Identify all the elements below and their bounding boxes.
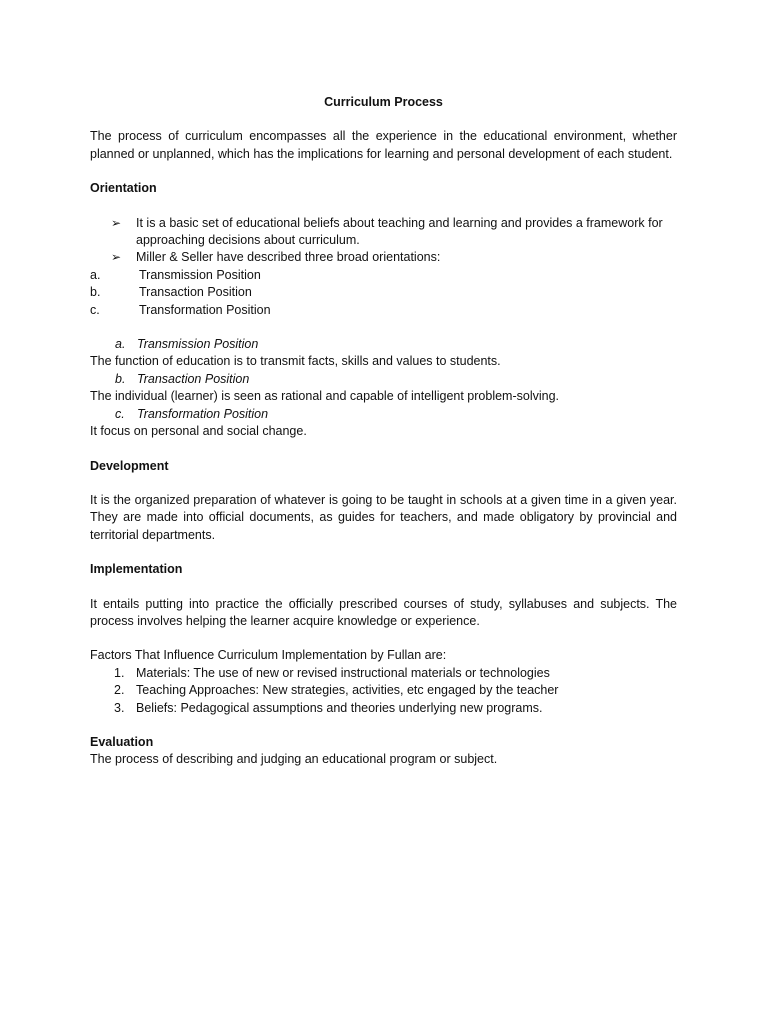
list-item — [90, 700, 677, 717]
orientation-bullet-list — [90, 215, 677, 267]
list-item — [90, 284, 677, 301]
list-item — [90, 215, 677, 250]
subheading-label: Transaction Position — [137, 371, 250, 386]
list-item — [90, 682, 677, 699]
development-heading: Development — [90, 458, 169, 473]
intro-paragraph: The process of curriculum encompasses all the experience in the educational environment, whether planned or unplanned, which has the implications for learning and personal development of each student. — [90, 129, 677, 161]
list-marker: a. — [115, 337, 126, 352]
subheading-label: Transmission Position — [137, 337, 259, 352]
orientation-positions-list — [90, 267, 677, 319]
subheading-transaction — [90, 371, 677, 388]
subheading-transmission — [90, 336, 677, 353]
factor-text: Beliefs: Pedagogical assumptions and theories underlying new programs. — [136, 700, 543, 715]
factor-text: Materials: The use of new or revised instructional materials or technologies — [136, 665, 550, 680]
list-marker: 2. — [114, 683, 125, 698]
list-marker: c. — [115, 406, 125, 421]
position-label: Transaction Position — [139, 285, 252, 300]
page-title: Curriculum Process — [324, 95, 443, 109]
bullet-text: Miller & Seller have described three broad orientations: — [136, 250, 441, 265]
list-marker: 1. — [114, 665, 125, 680]
subheading-transformation — [90, 406, 677, 423]
subheading-label: Transformation Position — [137, 406, 269, 421]
orientation-heading: Orientation — [90, 181, 157, 196]
list-item — [90, 267, 677, 284]
implementation-heading: Implementation — [90, 562, 183, 577]
list-marker: 3. — [114, 700, 125, 715]
factors-intro: Factors That Influence Curriculum Implementation by Fullan are: — [90, 648, 447, 663]
list-marker: c. — [90, 302, 100, 317]
transmission-text: The function of education is to transmit facts, skills and values to students. — [90, 354, 501, 369]
list-marker: b. — [90, 285, 101, 300]
evaluation-paragraph: The process of describing and judging an educational program or subject. — [90, 752, 498, 767]
arrow-bullet-icon: ➢ — [111, 215, 122, 230]
list-marker: b. — [115, 371, 126, 386]
list-marker: a. — [90, 267, 101, 282]
transformation-text: It focus on personal and social change. — [90, 424, 307, 439]
factor-text: Teaching Approaches: New strategies, activities, etc engaged by the teacher — [136, 683, 559, 698]
transaction-text: The individual (learner) is seen as rational and capable of intelligent problem-solving. — [90, 389, 560, 404]
position-label: Transformation Position — [139, 302, 271, 317]
implementation-paragraph: It entails putting into practice the officially prescribed courses of study, syllabuses and subjects. The process involves helping the learner acquire knowledge or experience. — [90, 596, 677, 628]
factors-list — [90, 665, 677, 717]
bullet-text: It is a basic set of educational beliefs about teaching and learning and provides a framework for approaching decisions about curriculum. — [136, 215, 663, 248]
list-item — [90, 302, 677, 319]
development-paragraph: It is the organized preparation of whatever is going to be taught in schools at a given time in a given year. They are made into official documents, as guides for teachers, and made obligatory by provincial and territorial departments. — [90, 492, 677, 542]
position-label: Transmission Position — [139, 267, 261, 282]
list-item — [90, 249, 677, 266]
list-item — [90, 665, 677, 682]
arrow-bullet-icon: ➢ — [111, 250, 122, 265]
document-body — [90, 94, 677, 769]
evaluation-heading: Evaluation — [90, 734, 154, 749]
